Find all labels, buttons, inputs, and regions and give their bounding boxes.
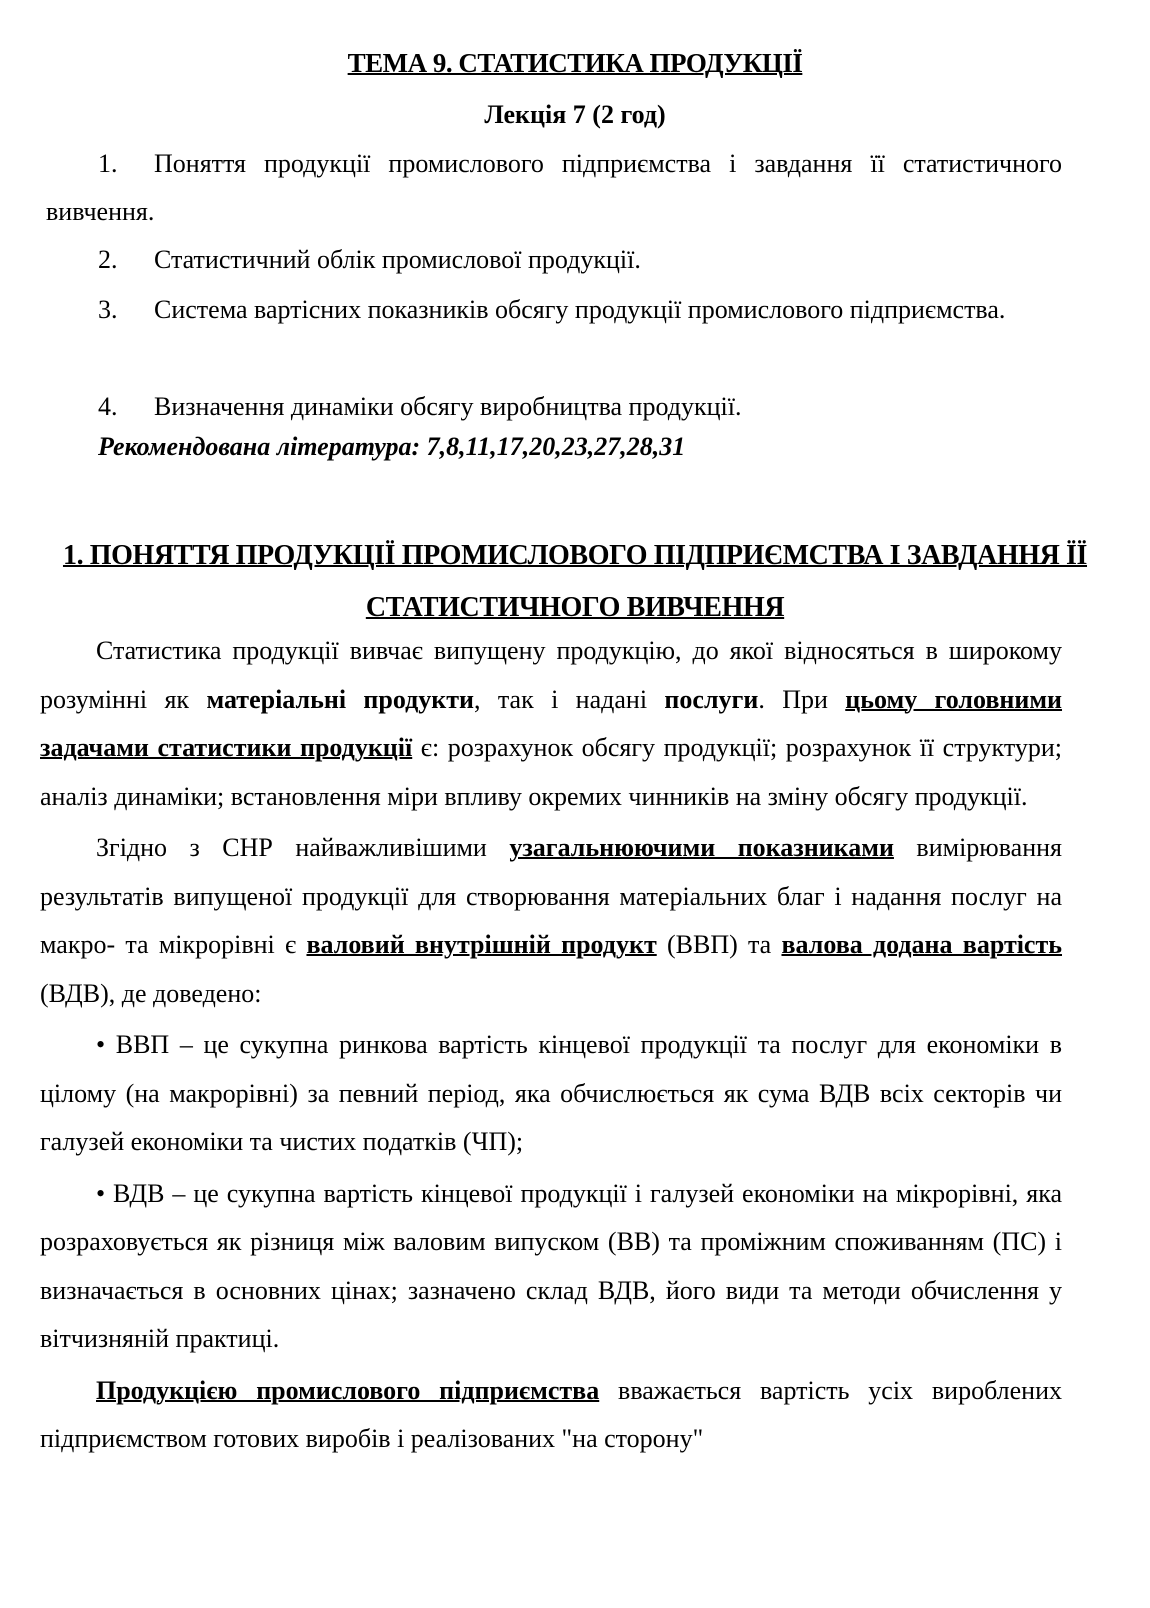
underlined-term: цьому головними задачами статистики продукції [40,684,1063,762]
plan-item-1 [46,140,1062,236]
plan-item-text: Поняття продукції промислового підприємства і завдання її статистичного вивчення. [46,149,1062,226]
text-run: . При [758,684,846,714]
topic-title: ТЕМА 9. СТАТИСТИКА ПРОДУКЦІЇ [347,48,803,78]
plan-item-text: Визначення динаміки обсягу виробництва продукції. [154,392,742,421]
plan-item-text: Статистичний облік промислової продукції. [154,245,641,274]
plan-item-4 [46,383,1062,431]
underlined-term: узагальнюючими показниками [509,833,894,862]
bold-term: послуги [664,684,759,714]
underlined-term: Продукцією промислового підприємства [96,1375,600,1405]
text-run: (ВДВ), де доведено: [40,978,262,1008]
underlined-term: валовий внутрішній продукт [306,930,657,959]
plan-item-2 [46,236,1062,284]
bold-term: матеріальні продукти [206,684,475,714]
text-run: вимірювання результатів випущеної продукції для створювання матеріальних благ і надання послуг на макро- та мікрорівні є [40,833,1062,959]
plan-item-3 [46,286,1062,334]
plan-item-number: 2. [98,245,118,274]
text-run: (ВВП) та [656,930,782,959]
plan-item-number: 1. [98,149,118,178]
plan-item-number: 3. [98,295,118,324]
text-run: Статистика продукції вивчає випущену продукцію, до якої відносяться в широкому розумінні як [40,636,1062,714]
text-run: , так і надані [474,684,665,714]
section-title: 1. ПОНЯТТЯ ПРОДУКЦІЇ ПРОМИСЛОВОГО ПІДПРИЄМСТВА І ЗАВДАННЯ ЇЇ СТАТИСТИЧНОГО ВИВЧЕННЯ [62,540,1088,623]
paragraph-1 [40,627,1062,821]
paragraph-2 [40,824,1062,1018]
text-run: є: розрахунок обсягу продукції; розрахунок її структури; аналіз динаміки; встановлення міри впливу окремих чинників на зміну обсягу продукції. [40,733,1062,811]
plan-item-text: Система вартісних показників обсягу продукції промислового підприємства. [154,295,1006,324]
bullet-item-vvp: • ВВП – це сукупна ринкова вартість кінцевої продукції та послуг для економіки в цілому (на макрорівні) за певний період, яка обчислюється як сума ВДВ всіх секторів чи галузей економіки та чистих податків (ЧП); [40,1030,1062,1156]
text-run: вважається вартість усіх вироблених підприємством готових виробів і реалізованих "на сторону" [40,1375,1062,1453]
lecture-subtitle: Лекція 7 (2 год) [484,100,666,129]
underlined-term: валова додана вартість [781,930,1062,959]
text-run: Згідно з СНР найважливішими [96,833,510,862]
recommended-literature: Рекомендована література: 7,8,11,17,20,23,27,28,31 [98,432,686,461]
paragraph-3 [40,1367,1062,1464]
document-body [40,627,1062,1464]
bullet-item-vdv: • ВДВ – це сукупна вартість кінцевої продукції і галузей економіки на мікрорівні, яка розраховується як різниця між валовим випуском (ВВ) та проміжним споживанням (ПС) і визначається в основних цінах; зазначено склад ВДВ, його види та методи обчислення у вітчизняній практиці. [40,1178,1062,1353]
plan-item-number: 4. [98,392,118,421]
